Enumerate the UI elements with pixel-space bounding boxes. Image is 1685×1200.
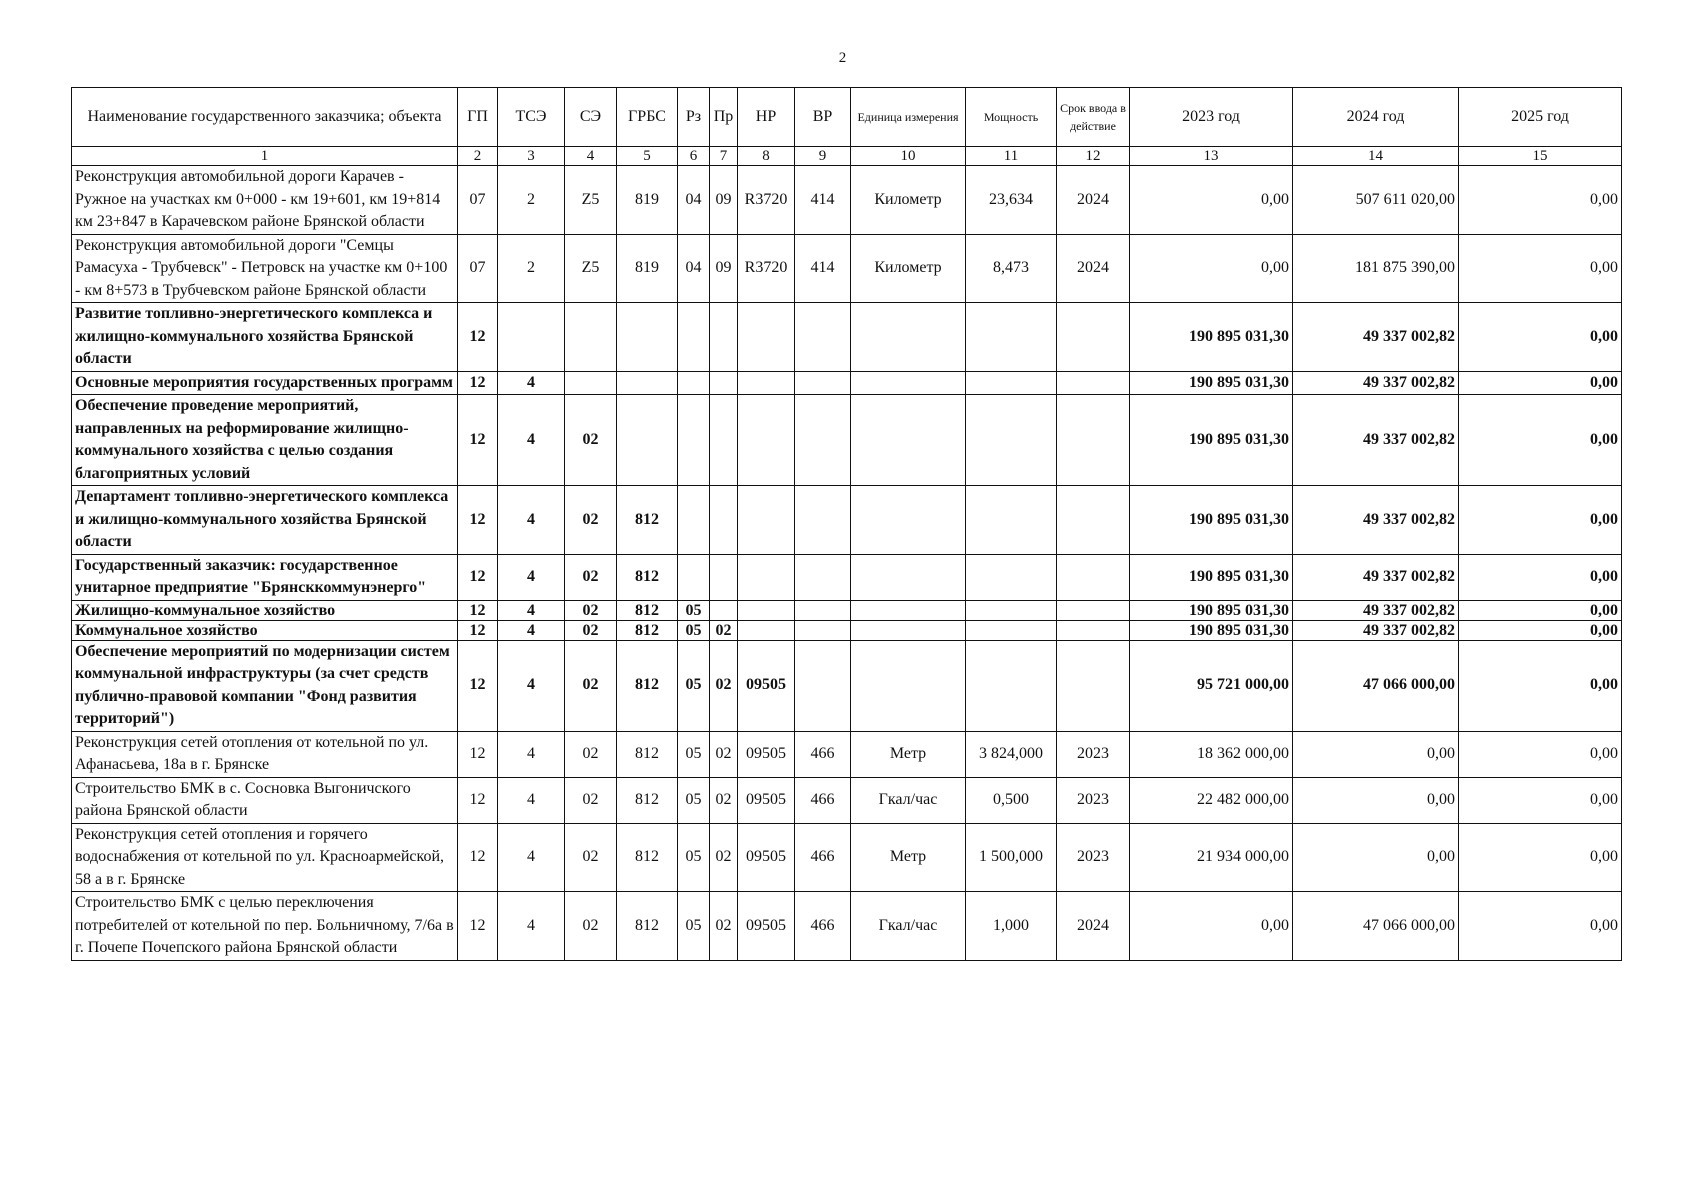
table-row: [72, 640, 1622, 731]
cell-2025: 0,00: [1459, 166, 1622, 235]
cell-tse: 4: [498, 620, 565, 640]
cell-vr: 414: [795, 166, 851, 235]
cell-rz: [678, 395, 710, 486]
cell-vr: [795, 554, 851, 600]
cell-power: 1 500,000: [966, 823, 1057, 892]
cell-2024: 507 611 020,00: [1293, 166, 1459, 235]
cell-2025: 0,00: [1459, 731, 1622, 777]
cell-2025: 0,00: [1459, 395, 1622, 486]
cell-grbs: 812: [617, 554, 678, 600]
cell-gp: 07: [458, 166, 498, 235]
cell-vr: [795, 371, 851, 395]
cell-vr: 466: [795, 892, 851, 961]
cell-vr: 466: [795, 731, 851, 777]
cell-pr: [710, 395, 738, 486]
cell-rz: 05: [678, 640, 710, 731]
cell-se: 02: [565, 892, 617, 961]
cell-nr: 09505: [738, 892, 795, 961]
column-header: Срок ввода в действие: [1057, 88, 1130, 147]
cell-se: 02: [565, 620, 617, 640]
cell-vr: [795, 620, 851, 640]
cell-vr: 414: [795, 234, 851, 303]
cell-power: [966, 640, 1057, 731]
cell-2024: 0,00: [1293, 777, 1459, 823]
cell-se: 02: [565, 640, 617, 731]
cell-2025: 0,00: [1459, 620, 1622, 640]
cell-2023: 22 482 000,00: [1130, 777, 1293, 823]
header-row: [72, 88, 1622, 147]
table-row: [72, 371, 1622, 395]
column-number: 11: [966, 147, 1057, 166]
column-number: 12: [1057, 147, 1130, 166]
table-row: [72, 486, 1622, 555]
cell-2025: 0,00: [1459, 371, 1622, 395]
column-header: ТСЭ: [498, 88, 565, 147]
table-row: [72, 892, 1622, 961]
cell-nr: [738, 303, 795, 372]
cell-2023: 190 895 031,30: [1130, 620, 1293, 640]
object-name: Реконструкция сетей отопления и горячего водоснабжения от котельной по ул. Красноармейской, 58 а в г. Брянске: [72, 823, 458, 892]
cell-se: 02: [565, 600, 617, 620]
cell-gp: 12: [458, 371, 498, 395]
cell-nr: 09505: [738, 823, 795, 892]
cell-unit: Гкал/час: [851, 777, 966, 823]
column-header: 2023 год: [1130, 88, 1293, 147]
cell-pr: 02: [710, 777, 738, 823]
cell-se: 02: [565, 486, 617, 555]
cell-se: 02: [565, 731, 617, 777]
column-header: Пр: [710, 88, 738, 147]
cell-2023: 190 895 031,30: [1130, 486, 1293, 555]
cell-tse: 4: [498, 731, 565, 777]
cell-year: [1057, 486, 1130, 555]
object-name: Коммунальное хозяйство: [72, 620, 458, 640]
cell-power: [966, 371, 1057, 395]
cell-power: 3 824,000: [966, 731, 1057, 777]
column-header: Единица измерения: [851, 88, 966, 147]
cell-tse: 4: [498, 892, 565, 961]
object-name: Основные мероприятия государственных программ: [72, 371, 458, 395]
cell-rz: [678, 371, 710, 395]
cell-se: 02: [565, 554, 617, 600]
cell-rz: 05: [678, 600, 710, 620]
cell-grbs: 812: [617, 823, 678, 892]
cell-unit: Метр: [851, 731, 966, 777]
cell-se: [565, 371, 617, 395]
cell-nr: [738, 486, 795, 555]
cell-2024: 49 337 002,82: [1293, 554, 1459, 600]
cell-grbs: 812: [617, 892, 678, 961]
cell-gp: 12: [458, 486, 498, 555]
cell-2024: 47 066 000,00: [1293, 640, 1459, 731]
cell-year: [1057, 640, 1130, 731]
cell-2023: 95 721 000,00: [1130, 640, 1293, 731]
cell-tse: [498, 303, 565, 372]
cell-power: [966, 600, 1057, 620]
cell-unit: Гкал/час: [851, 892, 966, 961]
cell-nr: R3720: [738, 166, 795, 235]
table-row: [72, 777, 1622, 823]
cell-power: [966, 395, 1057, 486]
cell-grbs: 812: [617, 777, 678, 823]
cell-2024: 47 066 000,00: [1293, 892, 1459, 961]
cell-tse: 4: [498, 371, 565, 395]
cell-unit: [851, 640, 966, 731]
cell-2025: 0,00: [1459, 600, 1622, 620]
cell-tse: 4: [498, 823, 565, 892]
cell-pr: 09: [710, 166, 738, 235]
cell-tse: 2: [498, 166, 565, 235]
cell-rz: 05: [678, 892, 710, 961]
cell-2025: 0,00: [1459, 554, 1622, 600]
cell-vr: [795, 303, 851, 372]
cell-grbs: 812: [617, 640, 678, 731]
page-number: 2: [838, 50, 847, 66]
cell-rz: 05: [678, 620, 710, 640]
cell-se: 02: [565, 777, 617, 823]
column-header: ВР: [795, 88, 851, 147]
cell-2025: 0,00: [1459, 892, 1622, 961]
cell-tse: 4: [498, 600, 565, 620]
cell-vr: [795, 600, 851, 620]
cell-2024: 181 875 390,00: [1293, 234, 1459, 303]
cell-pr: [710, 486, 738, 555]
cell-power: [966, 303, 1057, 372]
cell-pr: [710, 600, 738, 620]
cell-2024: 49 337 002,82: [1293, 486, 1459, 555]
cell-rz: 05: [678, 823, 710, 892]
object-name: Развитие топливно-энергетического комплекса и жилищно-коммунального хозяйства Брянской области: [72, 303, 458, 372]
cell-nr: 09505: [738, 731, 795, 777]
cell-pr: 02: [710, 892, 738, 961]
cell-grbs: 819: [617, 166, 678, 235]
cell-grbs: [617, 395, 678, 486]
column-number: 14: [1293, 147, 1459, 166]
cell-power: 0,500: [966, 777, 1057, 823]
table-row: [72, 554, 1622, 600]
cell-tse: 4: [498, 486, 565, 555]
cell-pr: 02: [710, 640, 738, 731]
cell-power: [966, 554, 1057, 600]
cell-2023: 18 362 000,00: [1130, 731, 1293, 777]
cell-2024: 49 337 002,82: [1293, 303, 1459, 372]
table-row: [72, 600, 1622, 620]
table-row: [72, 395, 1622, 486]
cell-2023: 190 895 031,30: [1130, 371, 1293, 395]
cell-grbs: 812: [617, 731, 678, 777]
table-row: [72, 620, 1622, 640]
cell-year: 2023: [1057, 823, 1130, 892]
cell-2024: 0,00: [1293, 823, 1459, 892]
cell-rz: 04: [678, 166, 710, 235]
cell-year: [1057, 600, 1130, 620]
column-number: 10: [851, 147, 966, 166]
object-name: Строительство БМК в с. Сосновка Выгоничского района Брянской области: [72, 777, 458, 823]
object-name: Реконструкция автомобильной дороги Карачев - Ружное на участках км 0+000 - км 19+601, км 19+814 км 23+847 в Карачевском районе Брянской области: [72, 166, 458, 235]
cell-2024: 0,00: [1293, 731, 1459, 777]
cell-grbs: 812: [617, 600, 678, 620]
cell-power: 8,473: [966, 234, 1057, 303]
cell-gp: 12: [458, 600, 498, 620]
column-number: 6: [678, 147, 710, 166]
column-header: ГРБС: [617, 88, 678, 147]
cell-gp: 12: [458, 554, 498, 600]
column-number: 7: [710, 147, 738, 166]
cell-year: [1057, 554, 1130, 600]
object-name: Департамент топливно-энергетического комплекса и жилищно-коммунального хозяйства Брянской области: [72, 486, 458, 555]
table-row: [72, 823, 1622, 892]
cell-nr: R3720: [738, 234, 795, 303]
cell-2024: 49 337 002,82: [1293, 600, 1459, 620]
column-number: 13: [1130, 147, 1293, 166]
cell-rz: [678, 303, 710, 372]
cell-unit: Километр: [851, 166, 966, 235]
object-name: Обеспечение мероприятий по модернизации систем коммунальной инфраструктуры (за счет средств публично-правовой компании "Фонд развития территорий"): [72, 640, 458, 731]
cell-year: [1057, 371, 1130, 395]
object-name: Жилищно-коммунальное хозяйство: [72, 600, 458, 620]
cell-2023: 21 934 000,00: [1130, 823, 1293, 892]
cell-gp: 12: [458, 777, 498, 823]
column-number: 1: [72, 147, 458, 166]
cell-2025: 0,00: [1459, 777, 1622, 823]
cell-2025: 0,00: [1459, 640, 1622, 731]
cell-2025: 0,00: [1459, 234, 1622, 303]
cell-gp: 07: [458, 234, 498, 303]
cell-power: 23,634: [966, 166, 1057, 235]
cell-unit: [851, 600, 966, 620]
cell-power: 1,000: [966, 892, 1057, 961]
cell-rz: [678, 486, 710, 555]
cell-vr: [795, 395, 851, 486]
cell-vr: [795, 486, 851, 555]
object-name: Государственный заказчик: государственное унитарное предприятие "Брянсккоммунэнерго": [72, 554, 458, 600]
column-number-row: [72, 147, 1622, 166]
cell-nr: 09505: [738, 640, 795, 731]
cell-grbs: 812: [617, 486, 678, 555]
cell-gp: 12: [458, 892, 498, 961]
cell-tse: 2: [498, 234, 565, 303]
column-header: 2024 год: [1293, 88, 1459, 147]
cell-unit: [851, 554, 966, 600]
table-row: [72, 731, 1622, 777]
cell-2023: 190 895 031,30: [1130, 395, 1293, 486]
column-number: 8: [738, 147, 795, 166]
cell-2024: 49 337 002,82: [1293, 395, 1459, 486]
cell-gp: 12: [458, 395, 498, 486]
cell-year: [1057, 303, 1130, 372]
cell-power: [966, 486, 1057, 555]
cell-gp: 12: [458, 823, 498, 892]
cell-grbs: [617, 303, 678, 372]
cell-nr: [738, 371, 795, 395]
cell-pr: 02: [710, 620, 738, 640]
cell-se: 02: [565, 823, 617, 892]
cell-rz: [678, 554, 710, 600]
cell-grbs: [617, 371, 678, 395]
column-number: 5: [617, 147, 678, 166]
column-number: 3: [498, 147, 565, 166]
cell-2023: 0,00: [1130, 234, 1293, 303]
cell-grbs: 812: [617, 620, 678, 640]
cell-unit: [851, 620, 966, 640]
cell-tse: 4: [498, 777, 565, 823]
column-header: НР: [738, 88, 795, 147]
cell-nr: [738, 554, 795, 600]
budget-table: [71, 87, 1622, 961]
column-header: СЭ: [565, 88, 617, 147]
cell-year: 2024: [1057, 892, 1130, 961]
cell-pr: 02: [710, 731, 738, 777]
column-header: ГП: [458, 88, 498, 147]
cell-gp: 12: [458, 303, 498, 372]
object-name: Обеспечение проведение мероприятий, направленных на реформирование жилищно-коммунального хозяйства с целью создания благоприятных условий: [72, 395, 458, 486]
table-row: [72, 234, 1622, 303]
cell-tse: 4: [498, 395, 565, 486]
cell-gp: 12: [458, 731, 498, 777]
cell-gp: 12: [458, 640, 498, 731]
cell-year: 2024: [1057, 166, 1130, 235]
cell-unit: Километр: [851, 234, 966, 303]
object-name: Строительство БМК с целью переключения потребителей от котельной по пер. Больничному, 7/6а в г. Почепе Почепского района Брянской области: [72, 892, 458, 961]
cell-unit: [851, 395, 966, 486]
cell-2025: 0,00: [1459, 823, 1622, 892]
cell-2025: 0,00: [1459, 486, 1622, 555]
table-row: [72, 166, 1622, 235]
cell-se: Z5: [565, 234, 617, 303]
cell-pr: [710, 371, 738, 395]
column-header: Рз: [678, 88, 710, 147]
cell-nr: 09505: [738, 777, 795, 823]
table-body: [72, 166, 1622, 961]
cell-rz: 05: [678, 777, 710, 823]
cell-2023: 190 895 031,30: [1130, 303, 1293, 372]
cell-2024: 49 337 002,82: [1293, 620, 1459, 640]
cell-year: 2023: [1057, 731, 1130, 777]
cell-year: 2023: [1057, 777, 1130, 823]
cell-2023: 0,00: [1130, 892, 1293, 961]
cell-nr: [738, 620, 795, 640]
cell-nr: [738, 600, 795, 620]
cell-2023: 190 895 031,30: [1130, 554, 1293, 600]
cell-2023: 0,00: [1130, 166, 1293, 235]
table-row: [72, 303, 1622, 372]
cell-gp: 12: [458, 620, 498, 640]
cell-unit: [851, 303, 966, 372]
column-header: 2025 год: [1459, 88, 1622, 147]
cell-tse: 4: [498, 640, 565, 731]
cell-power: [966, 620, 1057, 640]
cell-pr: [710, 554, 738, 600]
column-header: Мощность: [966, 88, 1057, 147]
cell-se: 02: [565, 395, 617, 486]
column-number: 4: [565, 147, 617, 166]
cell-rz: 05: [678, 731, 710, 777]
cell-grbs: 819: [617, 234, 678, 303]
cell-se: Z5: [565, 166, 617, 235]
cell-2023: 190 895 031,30: [1130, 600, 1293, 620]
object-name: Реконструкция сетей отопления от котельной по ул. Афанасьева, 18а в г. Брянске: [72, 731, 458, 777]
column-number: 15: [1459, 147, 1622, 166]
cell-pr: [710, 303, 738, 372]
column-header: Наименование государственного заказчика; объекта: [72, 88, 458, 147]
cell-unit: [851, 486, 966, 555]
column-number: 2: [458, 147, 498, 166]
cell-nr: [738, 395, 795, 486]
cell-vr: 466: [795, 823, 851, 892]
cell-2024: 49 337 002,82: [1293, 371, 1459, 395]
cell-pr: 02: [710, 823, 738, 892]
cell-unit: [851, 371, 966, 395]
cell-se: [565, 303, 617, 372]
cell-tse: 4: [498, 554, 565, 600]
cell-year: 2024: [1057, 234, 1130, 303]
cell-year: [1057, 395, 1130, 486]
cell-vr: [795, 640, 851, 731]
cell-pr: 09: [710, 234, 738, 303]
cell-rz: 04: [678, 234, 710, 303]
cell-unit: Метр: [851, 823, 966, 892]
cell-2025: 0,00: [1459, 303, 1622, 372]
object-name: Реконструкция автомобильной дороги "Семцы Рамасуха - Трубчевск" - Петровск на участке км 0+100 - км 8+573 в Трубчевском районе Брянской области: [72, 234, 458, 303]
cell-vr: 466: [795, 777, 851, 823]
column-number: 9: [795, 147, 851, 166]
cell-year: [1057, 620, 1130, 640]
